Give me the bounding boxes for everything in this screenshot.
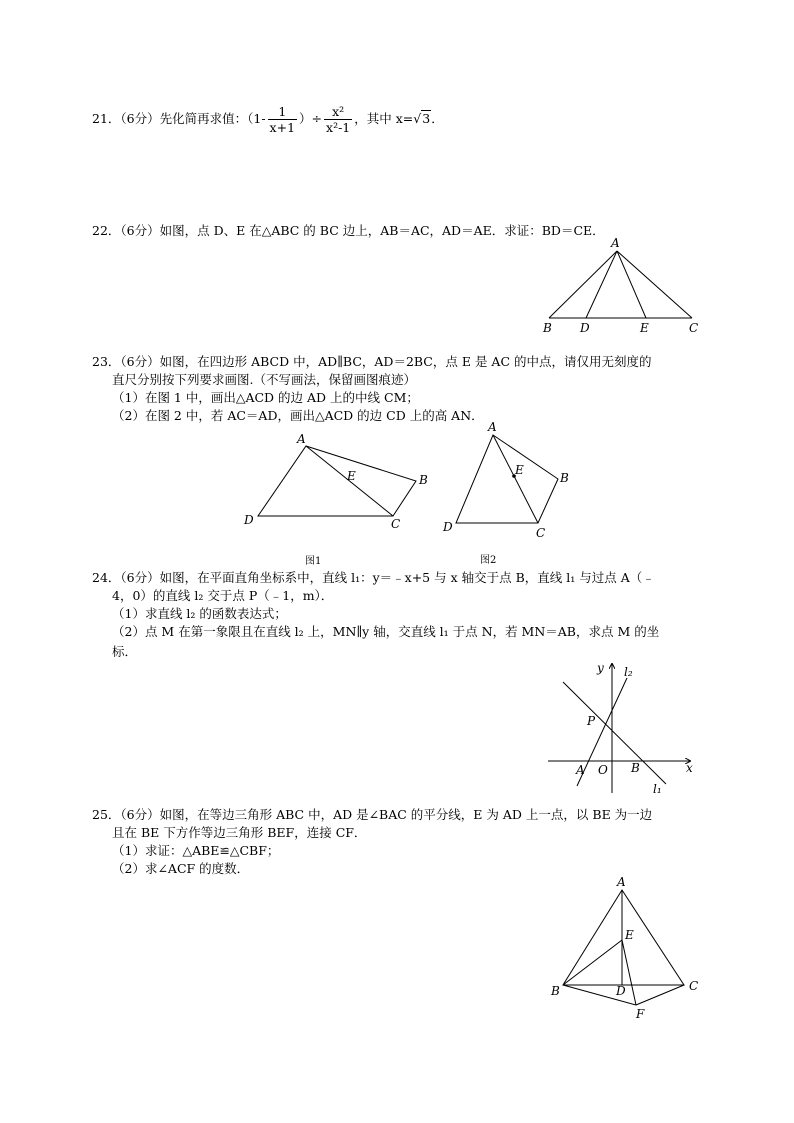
q24-label-l1: l₁ [653,782,662,796]
q21-divide: ）÷ [299,111,323,126]
q24-line-1: 24．（6分）如图，在平面直角坐标系中，直线 l₁：y＝﹣x+5 与 x 轴交于点 B，直线 l₁ 与过点 A（﹣ [92,570,655,585]
q24-label-y: y [597,661,604,675]
q25-label-e: E [625,928,634,942]
q21-sqrt-value: 3 [422,111,431,126]
q25-label-f: F [636,1007,645,1021]
q23-fig1-label-b: B [419,473,428,487]
q25-line-1: 25．（6分）如图，在等边三角形 ABC 中，AD 是∠BAC 的平分线，E 为 AD 上一点，以 BE 为一边 [92,807,653,822]
q24-label-p: P [587,714,596,728]
q24-line-2: 4，0）的直线 l₂ 交于点 P（﹣1，m）． [112,588,334,603]
q23-fig1-label-e: E [347,469,356,483]
q25-segment-be [563,940,622,985]
q22-label-d: D [580,321,590,335]
q23-line-3: （1）在图 1 中，画出△ACD 的边 AD 上的中线 CM； [112,390,419,405]
q22-label-b: B [543,321,552,335]
q21-fraction-2-denominator: x²-1 [326,120,351,135]
q23-fig1-caption: 图1 [305,556,322,567]
q24-label-o: O [598,763,608,777]
q23-fig2-caption: 图2 [480,555,497,566]
q22-label-e: E [640,321,649,335]
q23-fig2-label-a: A [488,420,497,434]
q23-fig2-label-d: D [443,520,453,534]
q25-line-3: （1）求证：△ABE≌△CBF； [112,843,280,858]
q24-line-3: （1）求直线 l₂ 的函数表达式； [112,606,287,621]
q23-fig2-label-e: E [515,463,524,477]
q25-line-2: 且在 BE 下方作等边三角形 BEF，连接 CF． [112,825,367,840]
q25-label-d: D [616,984,626,998]
q21-prefix: 21．（6分）先化简再求值：（1 [92,111,262,126]
q24-line-5: 标． [112,644,138,659]
q23-fig1-label-a: A [297,432,306,446]
q21-fraction-1-numerator: 1 [268,104,297,120]
q21-minus: - [261,111,266,126]
q23-line-1: 23．（6分）如图，在四边形 ABCD 中，AD∥BC，AD＝2BC，点 E 是 AC 的中点，请仅用无刻度的 [92,354,652,369]
q25-label-b: B [551,984,560,998]
q25-label-c: C [689,979,699,993]
q21-fraction-1-denominator: x+1 [269,120,296,135]
q24-label-x: x [686,761,693,775]
q23-fig1-label-d: D [244,513,254,527]
q23-fig1-label-c: C [391,517,401,531]
q25-segment-cf [636,985,684,1005]
q21-sqrt-symbol: √ [413,111,422,126]
q21-fraction-2-numerator: x² [324,104,352,120]
q21-end: ． [431,111,444,126]
q23-line-4: （2）在图 2 中，若 AC＝AD，画出△ACD 的边 CD 上的高 AN． [112,408,484,423]
q23-line-2: 直尺分别按下列要求画图.（不写画法，保留画图痕迹） [112,372,416,387]
q24-label-b: B [631,761,640,775]
q24-label-l2: l₂ [624,665,633,679]
q25-label-a: A [617,875,626,889]
q24-line-4: （2）点 M 在第一象限且在直线 l₂ 上，MN∥y 轴，交直线 l₁ 于点 N，若 MN＝AB，求点 M 的坐 [112,624,660,639]
q24-label-a: A [576,763,585,777]
q22-label-a: A [611,236,620,250]
q22-text: 22．（6分）如图，点 D、E 在△ABC 的 BC 边上，AB＝AC，AD＝AE．求证：BD＝CE． [92,223,605,238]
q25-line-4: （2）求∠ACF 的度数． [112,861,250,876]
q22-label-c: C [689,321,699,335]
q21-tail: ，其中 x= [354,111,414,126]
q23-fig2-label-c: C [536,526,546,540]
q23-fig2-label-b: B [560,471,569,485]
